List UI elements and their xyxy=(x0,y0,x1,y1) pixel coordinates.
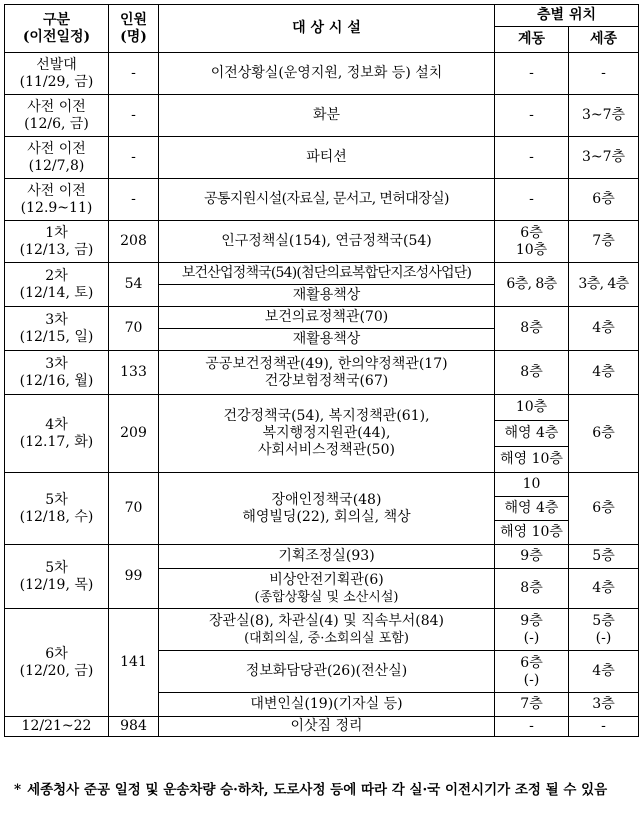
row-gyedong: 10 xyxy=(495,473,569,497)
row-people: 984 xyxy=(109,717,159,737)
table-row xyxy=(5,351,639,395)
row-gyedong xyxy=(495,221,569,263)
row-target: 화분 xyxy=(159,95,495,137)
floor-line: 9층 xyxy=(520,612,543,629)
table-row xyxy=(5,545,639,569)
floor-line: 6층 xyxy=(520,224,543,241)
row-gyedong: 8층 xyxy=(495,351,569,395)
footnote-marker: * xyxy=(14,782,22,798)
row-target: 이삿짐 정리 xyxy=(159,717,495,737)
phase-date: (12/15, 일) xyxy=(19,328,94,345)
row-gyedong: 9층 xyxy=(495,545,569,569)
row-target: 보건산업정책국(54)(첨단의료복합단지조성사업단) xyxy=(159,263,495,285)
row-target: 인구정책실(154), 연금정책국(54) xyxy=(159,221,495,263)
row-gyedong: 해영 4층 xyxy=(495,497,569,521)
row-gyedong: - xyxy=(495,717,569,737)
row-target: 재활용책상 xyxy=(159,329,495,351)
row-phase xyxy=(5,53,109,95)
target-line: 해영빌딩(22), 회의실, 책상 xyxy=(242,508,411,525)
row-sejong: - xyxy=(569,53,639,95)
table-row xyxy=(5,95,639,137)
row-people: - xyxy=(109,179,159,221)
phase-date: (12/20, 금) xyxy=(19,662,94,679)
row-phase xyxy=(5,395,109,473)
footnote xyxy=(14,778,634,802)
row-gyedong: 10층 xyxy=(495,395,569,421)
row-sejong: 3~7층 xyxy=(569,95,639,137)
row-people: 209 xyxy=(109,395,159,473)
row-gyedong: 7층 xyxy=(495,693,569,717)
table-row xyxy=(5,263,639,285)
target-line: 공공보건정책관(49), 한의약정책관(17) xyxy=(205,355,448,372)
row-people: 133 xyxy=(109,351,159,395)
floor-line: (-) xyxy=(523,629,540,646)
header-people-label: 인원 xyxy=(119,11,148,28)
row-gyedong: 해영 10층 xyxy=(495,521,569,545)
row-sejong: 4층 xyxy=(569,351,639,395)
header-group xyxy=(5,5,109,53)
row-gyedong: 해영 4층 xyxy=(495,421,569,447)
row-people: 70 xyxy=(109,473,159,545)
phase-label: 사전 이전 xyxy=(27,98,86,115)
row-target: 공통지원시설(자료실, 문서고, 면허대장실) xyxy=(159,179,495,221)
phase-label: 1차 xyxy=(45,224,68,241)
row-sejong: 4층 xyxy=(569,307,639,351)
row-target: 대변인실(19)(기자실 등) xyxy=(159,693,495,717)
row-sejong: 7층 xyxy=(569,221,639,263)
row-people: - xyxy=(109,95,159,137)
header-gyedong: 계동 xyxy=(495,27,569,53)
row-people: - xyxy=(109,137,159,179)
row-sejong: 6층 xyxy=(569,395,639,473)
row-target xyxy=(159,609,495,651)
row-gyedong: - xyxy=(495,179,569,221)
footnote-text: 세종청사 준공 일정 및 운송차량 승·하차, 도로사정 등에 따라 각 실·국 이전시기가 조정 될 수 있음 xyxy=(27,782,608,798)
phase-label: 3차 xyxy=(45,311,68,328)
row-phase xyxy=(5,179,109,221)
row-target: 이전상황실(운영지원, 정보화 등) 설치 xyxy=(159,53,495,95)
phase-date: (12.17, 화) xyxy=(19,433,94,450)
phase-label: 3차 xyxy=(45,355,68,372)
row-phase xyxy=(5,545,109,609)
row-sejong: 6층 xyxy=(569,473,639,545)
row-gyedong: 8층 xyxy=(495,307,569,351)
phase-label: 5차 xyxy=(45,491,68,508)
row-target: 재활용책상 xyxy=(159,285,495,307)
target-line: (종합상황실 및 소산시설) xyxy=(254,589,399,605)
phase-date: (12/16, 월) xyxy=(19,372,94,389)
row-gyedong: 6층, 8층 xyxy=(495,263,569,307)
phase-date: (12.9~11) xyxy=(20,199,93,216)
row-gyedong: 8층 xyxy=(495,569,569,609)
row-people: 99 xyxy=(109,545,159,609)
row-phase xyxy=(5,263,109,307)
row-people: 70 xyxy=(109,307,159,351)
header-sejong: 세종 xyxy=(569,27,639,53)
header-floor: 층별 위치 xyxy=(495,5,639,27)
floor-line: (-) xyxy=(595,629,612,646)
target-line: 건강보험정책국(67) xyxy=(264,372,389,389)
phase-label: 2차 xyxy=(45,267,68,284)
row-sejong: - xyxy=(569,717,639,737)
row-people: - xyxy=(109,53,159,95)
row-sejong: 3층 xyxy=(569,693,639,717)
table-row xyxy=(5,221,639,263)
target-line: (대회의실, 중·소회의실 포함) xyxy=(244,630,409,646)
row-target: 보건의료정책관(70) xyxy=(159,307,495,329)
phase-date: (12/18, 수) xyxy=(19,508,94,525)
phase-label: 선발대 xyxy=(36,56,77,73)
row-gyedong: - xyxy=(495,95,569,137)
row-phase xyxy=(5,609,109,717)
target-line: 장애인정책국(48) xyxy=(271,491,382,508)
header-target: 대 상 시 설 xyxy=(159,5,495,53)
row-gyedong xyxy=(495,609,569,651)
row-people: 208 xyxy=(109,221,159,263)
row-sejong: 3층, 4층 xyxy=(569,263,639,307)
header-group-sub: (이전일정) xyxy=(22,28,91,45)
row-target: 파티션 xyxy=(159,137,495,179)
row-gyedong: - xyxy=(495,53,569,95)
row-target: 기획조정실(93) xyxy=(159,545,495,569)
header-people xyxy=(109,5,159,53)
row-phase xyxy=(5,351,109,395)
target-line: 사회서비스정책관(50) xyxy=(258,442,395,458)
phase-date: (11/29, 금) xyxy=(19,73,94,90)
table-row xyxy=(5,137,639,179)
phase-date: (12/13, 금) xyxy=(19,241,94,258)
row-sejong: 3~7층 xyxy=(569,137,639,179)
row-sejong: 6층 xyxy=(569,179,639,221)
row-phase xyxy=(5,221,109,263)
row-sejong: 4층 xyxy=(569,651,639,693)
row-people: 54 xyxy=(109,263,159,307)
table-row xyxy=(5,179,639,221)
phase-date: (12/19, 목) xyxy=(19,576,94,593)
floor-line: (-) xyxy=(523,671,540,688)
phase-label: 4차 xyxy=(45,416,68,433)
row-target xyxy=(159,351,495,395)
row-phase: 12/21~22 xyxy=(5,717,109,737)
target-line: 복지행정지원관(44), xyxy=(262,425,391,441)
table-row xyxy=(5,609,639,651)
target-line: 장관실(8), 차관실(4) 및 직속부서(84) xyxy=(209,612,444,629)
table-row xyxy=(5,307,639,329)
table-row xyxy=(5,473,639,497)
floor-line: 6층 xyxy=(520,654,543,671)
row-sejong: 5층 xyxy=(569,545,639,569)
table-row xyxy=(5,717,639,737)
row-phase xyxy=(5,95,109,137)
target-line: 건강정책국(54), 복지정책관(61), xyxy=(223,408,430,424)
row-target xyxy=(159,569,495,609)
phase-date: (12/14, 토) xyxy=(19,284,94,301)
row-phase xyxy=(5,473,109,545)
phase-label: 5차 xyxy=(45,559,68,576)
relocation-schedule-table xyxy=(4,4,639,737)
row-target: 정보화담당관(26)(전산실) xyxy=(159,651,495,693)
row-phase xyxy=(5,307,109,351)
row-sejong xyxy=(569,609,639,651)
target-line: 비상안전기획관(6) xyxy=(269,571,384,588)
phase-date: (12/7,8) xyxy=(28,157,85,174)
table-row xyxy=(5,53,639,95)
row-sejong: 4층 xyxy=(569,569,639,609)
floor-line: 10층 xyxy=(515,241,548,258)
row-gyedong: - xyxy=(495,137,569,179)
row-people: 141 xyxy=(109,609,159,717)
row-target xyxy=(159,395,495,473)
row-target xyxy=(159,473,495,545)
row-gyedong xyxy=(495,651,569,693)
header-group-label: 구분 xyxy=(42,11,71,28)
row-gyedong: 해영 10층 xyxy=(495,447,569,473)
header-people-sub: (명) xyxy=(120,28,147,45)
phase-label: 사전 이전 xyxy=(27,182,86,199)
floor-line: 5층 xyxy=(592,612,615,629)
row-phase xyxy=(5,137,109,179)
phase-date: (12/6, 금) xyxy=(24,115,89,132)
table-row xyxy=(5,395,639,421)
phase-label: 6차 xyxy=(45,645,68,662)
phase-label: 사전 이전 xyxy=(27,140,86,157)
